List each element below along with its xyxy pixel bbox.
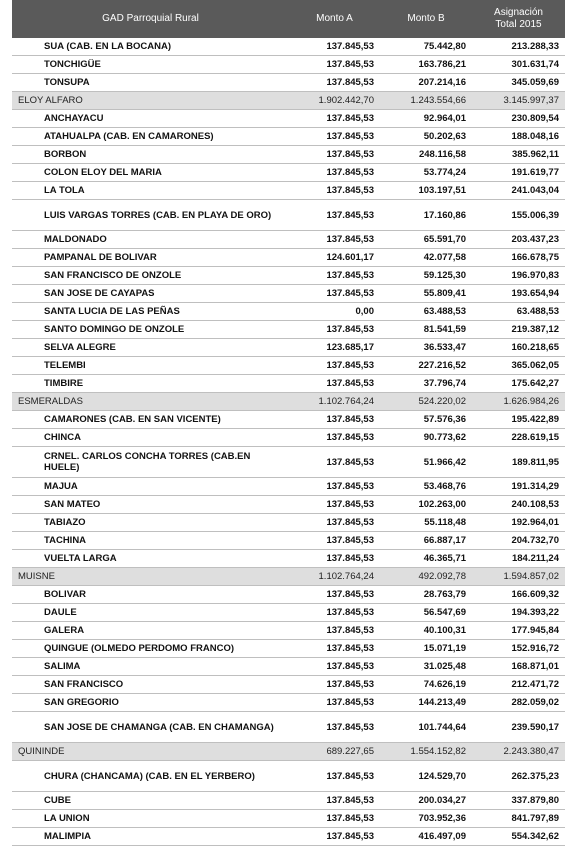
asignacion-total-cell: 194.393,22: [472, 604, 565, 622]
monto-b-cell: 53.774,24: [380, 164, 472, 182]
asignacion-total-cell: 841.797,89: [472, 810, 565, 828]
monto-b-cell: 703.952,36: [380, 810, 472, 828]
asignacion-total-cell: 177.945,84: [472, 622, 565, 640]
asignacion-total-cell: 191.619,77: [472, 164, 565, 182]
asignacion-total-cell: 203.437,23: [472, 231, 565, 249]
parish-name-cell: TONSUPA: [12, 74, 289, 92]
monto-a-cell: 137.845,53: [289, 604, 380, 622]
table-row: [12, 676, 565, 694]
table-row: [12, 496, 565, 514]
table-row: [12, 658, 565, 676]
monto-b-cell: 17.160,86: [380, 200, 472, 231]
table-row: [12, 200, 565, 231]
asignacion-total-cell: 1.594.857,02: [472, 568, 565, 586]
canton-group-row: [12, 92, 565, 110]
monto-a-cell: 137.845,53: [289, 676, 380, 694]
monto-a-cell: 137.845,53: [289, 586, 380, 604]
asignacion-total-cell: 262.375,23: [472, 761, 565, 792]
monto-b-cell: 144.213,49: [380, 694, 472, 712]
parish-name-cell: BORBON: [12, 146, 289, 164]
asignacion-total-cell: 152.916,72: [472, 640, 565, 658]
monto-b-cell: 36.533,47: [380, 339, 472, 357]
asignacion-total-cell: 239.590,17: [472, 712, 565, 743]
parish-name-cell: LA UNION: [12, 810, 289, 828]
parish-name-cell: QUININDE: [12, 743, 289, 761]
monto-a-cell: 137.845,53: [289, 761, 380, 792]
table-row: [12, 447, 565, 478]
table-row: [12, 694, 565, 712]
table-row: [12, 110, 565, 128]
asignacion-total-cell: 63.488,53: [472, 303, 565, 321]
parish-name-cell: CRNEL. CARLOS CONCHA TORRES (CAB.EN HUELE): [12, 447, 289, 478]
parish-name-cell: GALERA: [12, 622, 289, 640]
monto-b-cell: 207.214,16: [380, 74, 472, 92]
parish-name-cell: MAJUA: [12, 478, 289, 496]
monto-b-cell: 124.529,70: [380, 761, 472, 792]
monto-a-cell: 1.102.764,24: [289, 568, 380, 586]
table-row: [12, 303, 565, 321]
monto-a-cell: 137.845,53: [289, 496, 380, 514]
table-row: [12, 411, 565, 429]
monto-b-cell: 59.125,30: [380, 267, 472, 285]
table-row: [12, 38, 565, 56]
asignacion-total-cell: 2.243.380,47: [472, 743, 565, 761]
asignacion-total-cell: 240.108,53: [472, 496, 565, 514]
parish-name-cell: SUA (CAB. EN LA BOCANA): [12, 38, 289, 56]
monto-a-cell: 137.845,53: [289, 164, 380, 182]
monto-b-cell: 31.025,48: [380, 658, 472, 676]
budget-allocation-sheet: [12, 0, 565, 846]
monto-b-cell: 53.468,76: [380, 478, 472, 496]
table-row: [12, 249, 565, 267]
monto-a-cell: 137.845,53: [289, 514, 380, 532]
asignacion-total-cell: 191.314,29: [472, 478, 565, 496]
monto-a-cell: 137.845,53: [289, 792, 380, 810]
parish-name-cell: SELVA ALEGRE: [12, 339, 289, 357]
monto-b-cell: 55.118,48: [380, 514, 472, 532]
monto-a-cell: 137.845,53: [289, 411, 380, 429]
monto-a-cell: 137.845,53: [289, 357, 380, 375]
monto-a-cell: 1.902.442,70: [289, 92, 380, 110]
column-header-asignacion-line2: Total 2015: [495, 19, 542, 30]
table-row: [12, 761, 565, 792]
parish-name-cell: MALDONADO: [12, 231, 289, 249]
table-row: [12, 285, 565, 303]
monto-a-cell: 137.845,53: [289, 321, 380, 339]
monto-b-cell: 46.365,71: [380, 550, 472, 568]
table-row: [12, 357, 565, 375]
parish-name-cell: SAN GREGORIO: [12, 694, 289, 712]
monto-a-cell: 0,00: [289, 303, 380, 321]
asignacion-total-cell: 345.059,69: [472, 74, 565, 92]
column-header-asignacion-line1: Asignación: [494, 7, 543, 18]
table-row: [12, 375, 565, 393]
canton-group-row: [12, 393, 565, 411]
table-row: [12, 321, 565, 339]
asignacion-total-cell: 175.642,27: [472, 375, 565, 393]
monto-b-cell: 51.966,42: [380, 447, 472, 478]
asignacion-total-cell: 192.964,01: [472, 514, 565, 532]
parish-name-cell: VUELTA LARGA: [12, 550, 289, 568]
parish-name-cell: SAN FRANCISCO DE ONZOLE: [12, 267, 289, 285]
parish-name-cell: ESMERALDAS: [12, 393, 289, 411]
parish-name-cell: SALIMA: [12, 658, 289, 676]
canton-group-row: [12, 743, 565, 761]
asignacion-total-cell: 365.062,05: [472, 357, 565, 375]
table-row: [12, 712, 565, 743]
table-row: [12, 792, 565, 810]
monto-a-cell: 124.601,17: [289, 249, 380, 267]
table-body: [12, 38, 565, 846]
monto-a-cell: 137.845,53: [289, 110, 380, 128]
monto-b-cell: 1.243.554,66: [380, 92, 472, 110]
parish-name-cell: LA TOLA: [12, 182, 289, 200]
parish-name-cell: SAN JOSE DE CHAMANGA (CAB. EN CHAMANGA): [12, 712, 289, 743]
asignacion-total-cell: 219.387,12: [472, 321, 565, 339]
asignacion-total-cell: 301.631,74: [472, 56, 565, 74]
monto-a-cell: 137.845,53: [289, 429, 380, 447]
monto-b-cell: 92.964,01: [380, 110, 472, 128]
parish-name-cell: SAN MATEO: [12, 496, 289, 514]
monto-a-cell: 137.845,53: [289, 200, 380, 231]
allocation-table: [12, 0, 565, 846]
parish-name-cell: SAN FRANCISCO: [12, 676, 289, 694]
table-row: [12, 532, 565, 550]
asignacion-total-cell: 241.043,04: [472, 182, 565, 200]
parish-name-cell: BOLIVAR: [12, 586, 289, 604]
monto-a-cell: 137.845,53: [289, 56, 380, 74]
parish-name-cell: TIMBIRE: [12, 375, 289, 393]
monto-b-cell: 101.744,64: [380, 712, 472, 743]
monto-a-cell: 137.845,53: [289, 622, 380, 640]
table-row: [12, 267, 565, 285]
monto-b-cell: 81.541,59: [380, 321, 472, 339]
monto-b-cell: 28.763,79: [380, 586, 472, 604]
monto-a-cell: 137.845,53: [289, 146, 380, 164]
monto-a-cell: 137.845,53: [289, 478, 380, 496]
monto-b-cell: 50.202,63: [380, 128, 472, 146]
monto-a-cell: 137.845,53: [289, 712, 380, 743]
asignacion-total-cell: 230.809,54: [472, 110, 565, 128]
monto-b-cell: 42.077,58: [380, 249, 472, 267]
monto-a-cell: 137.845,53: [289, 285, 380, 303]
parish-name-cell: SANTO DOMINGO DE ONZOLE: [12, 321, 289, 339]
monto-a-cell: 137.845,53: [289, 658, 380, 676]
parish-name-cell: ATAHUALPA (CAB. EN CAMARONES): [12, 128, 289, 146]
parish-name-cell: PAMPANAL DE BOLIVAR: [12, 249, 289, 267]
parish-name-cell: TACHINA: [12, 532, 289, 550]
parish-name-cell: MALIMPIA: [12, 828, 289, 846]
table-row: [12, 146, 565, 164]
monto-b-cell: 90.773,62: [380, 429, 472, 447]
parish-name-cell: DAULE: [12, 604, 289, 622]
parish-name-cell: SAN JOSE DE CAYAPAS: [12, 285, 289, 303]
monto-a-cell: 137.845,53: [289, 828, 380, 846]
asignacion-total-cell: 213.288,33: [472, 38, 565, 56]
monto-b-cell: 55.809,41: [380, 285, 472, 303]
monto-b-cell: 57.576,36: [380, 411, 472, 429]
monto-a-cell: 137.845,53: [289, 375, 380, 393]
parish-name-cell: ANCHAYACU: [12, 110, 289, 128]
monto-b-cell: 102.263,00: [380, 496, 472, 514]
parish-name-cell: COLON ELOY DEL MARIA: [12, 164, 289, 182]
parish-name-cell: MUISNE: [12, 568, 289, 586]
asignacion-total-cell: 212.471,72: [472, 676, 565, 694]
parish-name-cell: CHINCA: [12, 429, 289, 447]
asignacion-total-cell: 188.048,16: [472, 128, 565, 146]
monto-b-cell: 227.216,52: [380, 357, 472, 375]
monto-b-cell: 15.071,19: [380, 640, 472, 658]
monto-b-cell: 248.116,58: [380, 146, 472, 164]
table-row: [12, 429, 565, 447]
asignacion-total-cell: 204.732,70: [472, 532, 565, 550]
table-row: [12, 128, 565, 146]
asignacion-total-cell: 195.422,89: [472, 411, 565, 429]
monto-a-cell: 137.845,53: [289, 267, 380, 285]
table-row: [12, 828, 565, 846]
asignacion-total-cell: 554.342,62: [472, 828, 565, 846]
monto-b-cell: 416.497,09: [380, 828, 472, 846]
asignacion-total-cell: 337.879,80: [472, 792, 565, 810]
monto-a-cell: 137.845,53: [289, 128, 380, 146]
asignacion-total-cell: 3.145.997,37: [472, 92, 565, 110]
column-header-asignacion: [472, 0, 565, 38]
monto-b-cell: 56.547,69: [380, 604, 472, 622]
table-row: [12, 74, 565, 92]
monto-a-cell: 689.227,65: [289, 743, 380, 761]
parish-name-cell: TELEMBI: [12, 357, 289, 375]
asignacion-total-cell: 184.211,24: [472, 550, 565, 568]
monto-a-cell: 137.845,53: [289, 640, 380, 658]
monto-b-cell: 65.591,70: [380, 231, 472, 249]
monto-a-cell: 1.102.764,24: [289, 393, 380, 411]
table-row: [12, 514, 565, 532]
monto-a-cell: 137.845,53: [289, 810, 380, 828]
monto-b-cell: 74.626,19: [380, 676, 472, 694]
asignacion-total-cell: 193.654,94: [472, 285, 565, 303]
monto-a-cell: 137.845,53: [289, 694, 380, 712]
monto-a-cell: 137.845,53: [289, 38, 380, 56]
monto-a-cell: 123.685,17: [289, 339, 380, 357]
table-row: [12, 56, 565, 74]
monto-b-cell: 75.442,80: [380, 38, 472, 56]
monto-a-cell: 137.845,53: [289, 182, 380, 200]
column-header-gad: GAD Parroquial Rural: [12, 0, 289, 38]
parish-name-cell: TABIAZO: [12, 514, 289, 532]
asignacion-total-cell: 385.962,11: [472, 146, 565, 164]
parish-name-cell: ELOY ALFARO: [12, 92, 289, 110]
monto-a-cell: 137.845,53: [289, 447, 380, 478]
table-row: [12, 339, 565, 357]
column-header-monto-b: Monto B: [380, 0, 472, 38]
asignacion-total-cell: 196.970,83: [472, 267, 565, 285]
asignacion-total-cell: 1.626.984,26: [472, 393, 565, 411]
parish-name-cell: QUINGUE (OLMEDO PERDOMO FRANCO): [12, 640, 289, 658]
monto-b-cell: 66.887,17: [380, 532, 472, 550]
asignacion-total-cell: 228.619,15: [472, 429, 565, 447]
column-header-monto-a: Monto A: [289, 0, 380, 38]
table-row: [12, 231, 565, 249]
table-header: [12, 0, 565, 38]
canton-group-row: [12, 568, 565, 586]
monto-b-cell: 163.786,21: [380, 56, 472, 74]
monto-b-cell: 103.197,51: [380, 182, 472, 200]
table-row: [12, 478, 565, 496]
parish-name-cell: SANTA LUCIA DE LAS PEÑAS: [12, 303, 289, 321]
parish-name-cell: LUIS VARGAS TORRES (CAB. EN PLAYA DE ORO): [12, 200, 289, 231]
monto-b-cell: 200.034,27: [380, 792, 472, 810]
asignacion-total-cell: 166.609,32: [472, 586, 565, 604]
asignacion-total-cell: 155.006,39: [472, 200, 565, 231]
table-row: [12, 586, 565, 604]
parish-name-cell: TONCHIGÜE: [12, 56, 289, 74]
parish-name-cell: CAMARONES (CAB. EN SAN VICENTE): [12, 411, 289, 429]
asignacion-total-cell: 166.678,75: [472, 249, 565, 267]
monto-b-cell: 40.100,31: [380, 622, 472, 640]
table-row: [12, 622, 565, 640]
parish-name-cell: CHURA (CHANCAMA) (CAB. EN EL YERBERO): [12, 761, 289, 792]
parish-name-cell: CUBE: [12, 792, 289, 810]
monto-a-cell: 137.845,53: [289, 231, 380, 249]
header-row: [12, 0, 565, 38]
monto-b-cell: 1.554.152,82: [380, 743, 472, 761]
asignacion-total-cell: 160.218,65: [472, 339, 565, 357]
monto-b-cell: 63.488,53: [380, 303, 472, 321]
table-row: [12, 182, 565, 200]
asignacion-total-cell: 168.871,01: [472, 658, 565, 676]
monto-a-cell: 137.845,53: [289, 550, 380, 568]
monto-b-cell: 524.220,02: [380, 393, 472, 411]
table-row: [12, 604, 565, 622]
table-row: [12, 640, 565, 658]
monto-a-cell: 137.845,53: [289, 532, 380, 550]
asignacion-total-cell: 189.811,95: [472, 447, 565, 478]
monto-a-cell: 137.845,53: [289, 74, 380, 92]
monto-b-cell: 492.092,78: [380, 568, 472, 586]
asignacion-total-cell: 282.059,02: [472, 694, 565, 712]
table-row: [12, 164, 565, 182]
monto-b-cell: 37.796,74: [380, 375, 472, 393]
table-row: [12, 550, 565, 568]
table-row: [12, 810, 565, 828]
